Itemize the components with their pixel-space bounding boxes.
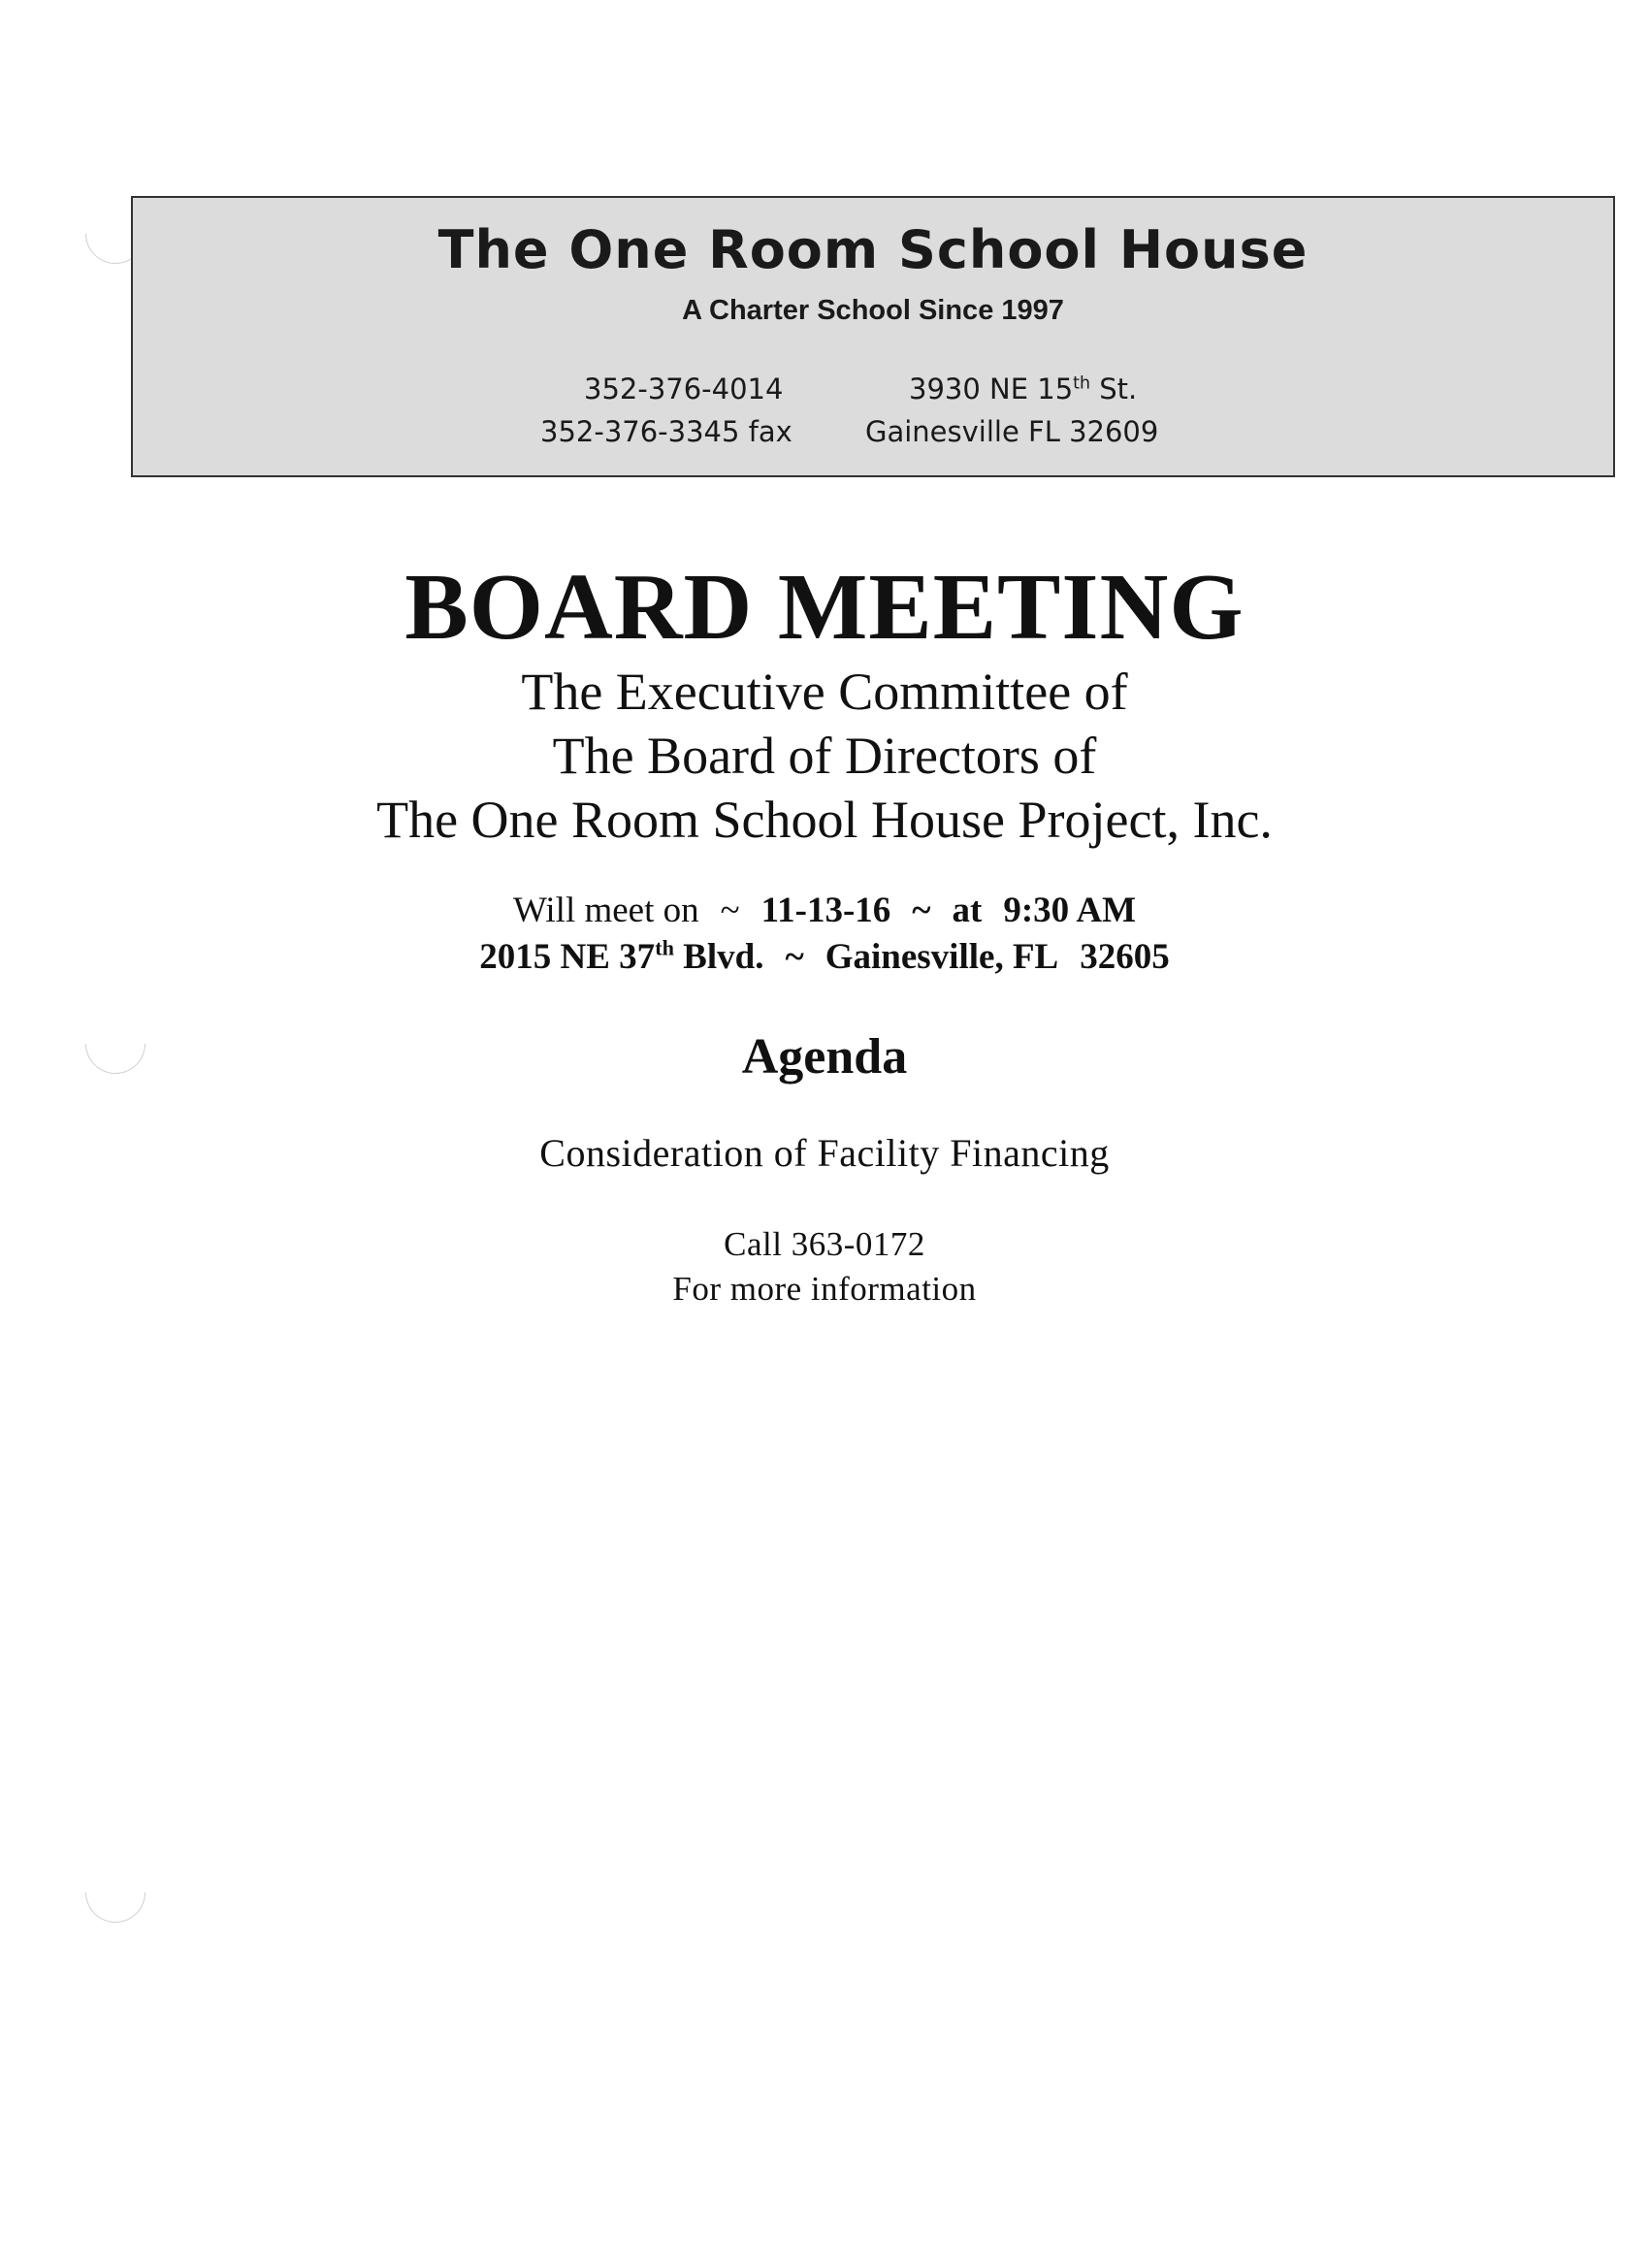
address-column — [865, 368, 1158, 453]
address-number: 2015 NE 37 — [479, 937, 656, 977]
address-suffix: Blvd. — [673, 937, 764, 977]
committee-description — [0, 660, 1649, 852]
phone-column — [540, 368, 792, 453]
punch-hole-bottom — [73, 1850, 158, 1935]
tilde: ~ — [720, 891, 740, 930]
meeting-details — [0, 888, 1649, 981]
school-name: The One Room School House — [437, 219, 1309, 280]
tilde: ~ — [785, 937, 804, 977]
contact-note: For more information — [672, 1270, 977, 1308]
committee-line: The Executive Committee of — [521, 663, 1128, 721]
fax-number: 352-376-3345 fax — [540, 415, 792, 448]
contact-info — [0, 1222, 1649, 1312]
tilde: ~ — [912, 891, 931, 930]
school-tagline: A Charter School Since 1997 — [682, 295, 1064, 326]
committee-line: The Board of Directors of — [552, 727, 1097, 785]
letterhead — [131, 196, 1615, 477]
meet-prefix: Will meet on — [512, 891, 699, 930]
meeting-time: 9:30 AM — [1003, 891, 1137, 930]
city-state-zip: Gainesville FL 32609 — [865, 415, 1159, 448]
committee-line: The One Room School House Project, Inc. — [376, 791, 1273, 849]
phone-number: 352-376-4014 — [584, 373, 784, 405]
meeting-zip: 32605 — [1080, 937, 1170, 977]
street-number: 3930 NE 15 — [909, 373, 1074, 405]
time-prefix: at — [952, 891, 983, 930]
meeting-location — [0, 934, 1649, 981]
agenda-item: Consideration of Facility Financing — [539, 1131, 1110, 1175]
meeting-city: Gainesville, FL — [824, 937, 1059, 977]
contact-phone: Call 363-0172 — [724, 1225, 925, 1263]
street-ordinal: th — [1073, 373, 1091, 394]
street-address — [909, 368, 1158, 410]
agenda-heading: Agenda — [741, 1029, 908, 1085]
meeting-title: BOARD MEETING — [404, 555, 1245, 660]
meeting-datetime — [0, 888, 1649, 934]
address-ordinal: th — [655, 935, 674, 960]
meeting-date: 11-13-16 — [760, 891, 891, 930]
street-suffix: St. — [1090, 373, 1138, 405]
